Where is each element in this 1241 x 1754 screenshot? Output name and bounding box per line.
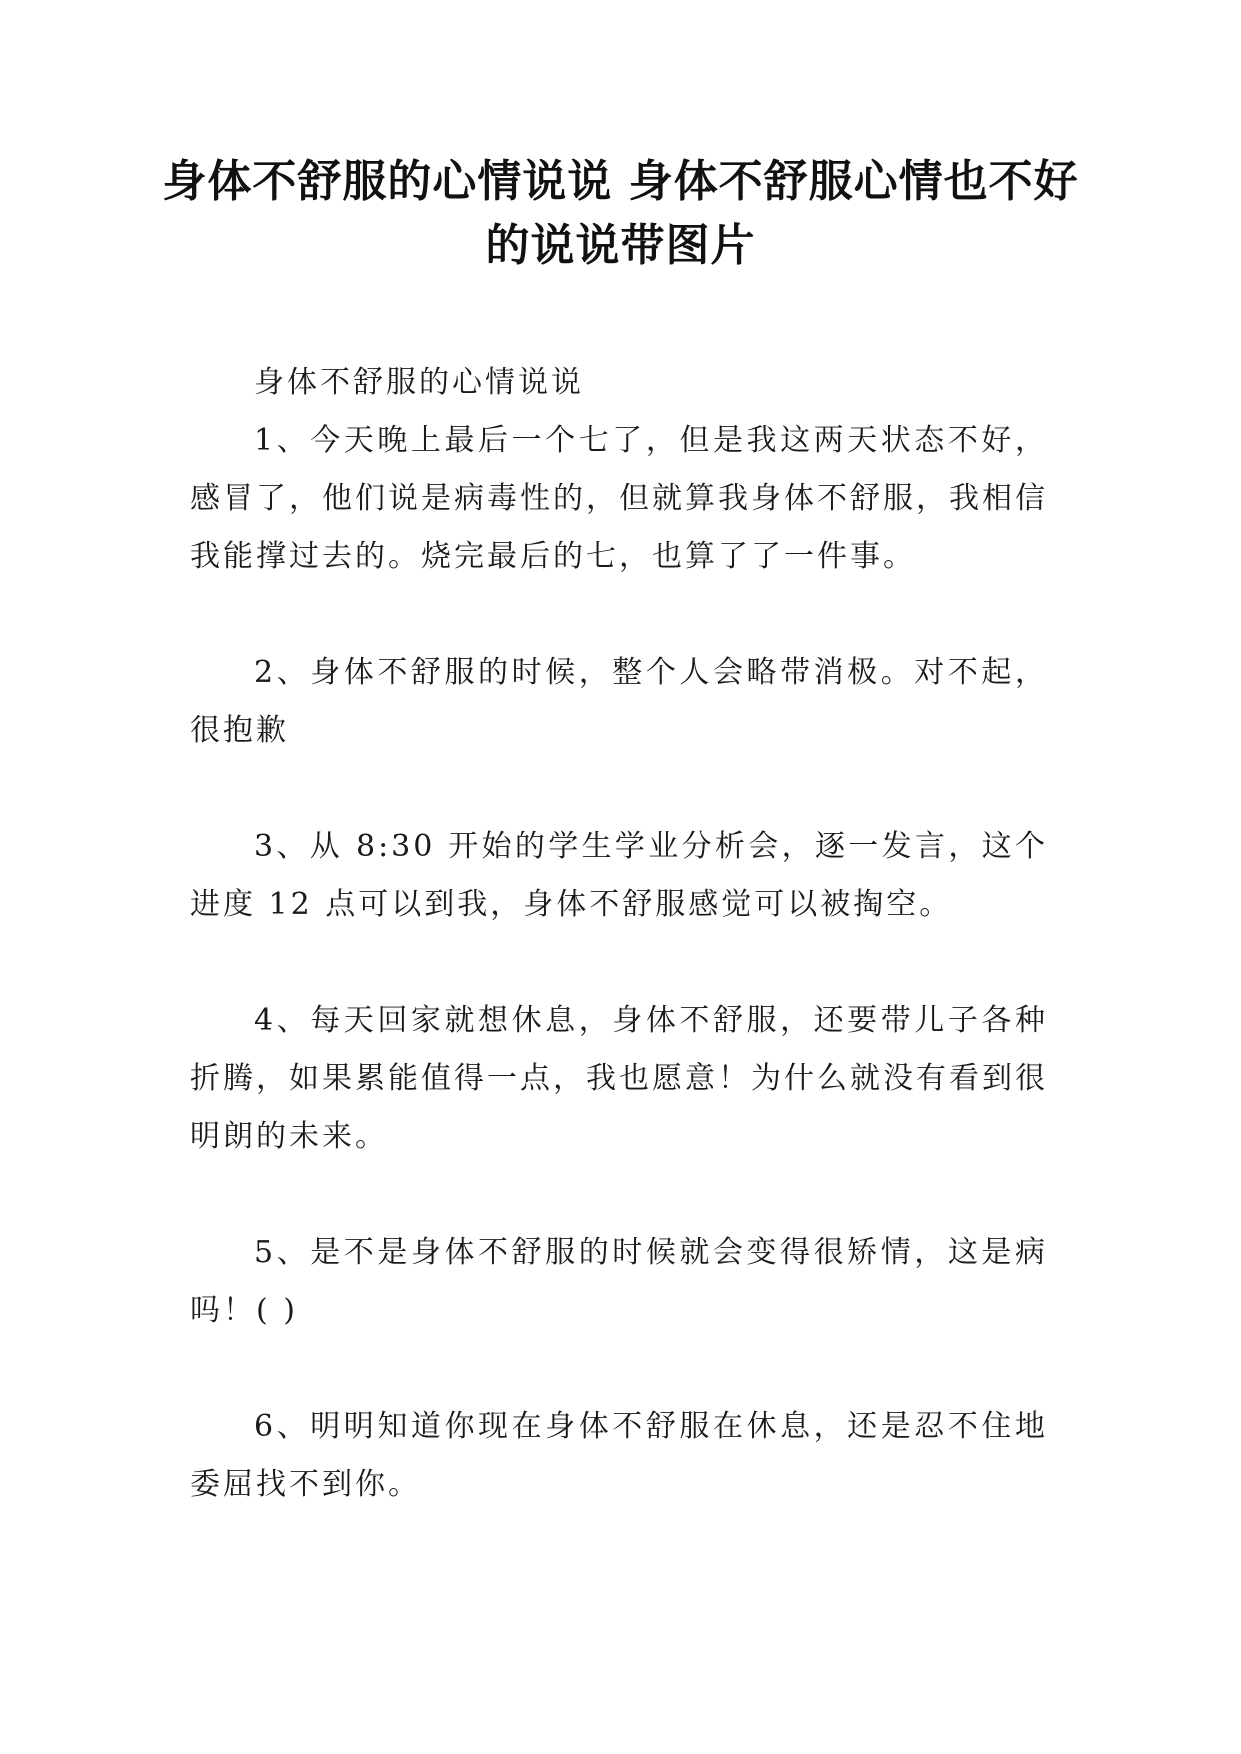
paragraph-3: 3、从 8:30 开始的学生学业分析会，逐一发言，这个进度 12 点可以到我，身体不舒服感觉可以被掏空。: [190, 829, 1048, 922]
paragraph-2: 2、身体不舒服的时候，整个人会略带消极。对不起，很抱歉: [190, 655, 1048, 748]
document-title: 身体不舒服的心情说说 身体不舒服心情也不好的说说带图片: [162, 156, 1079, 271]
paragraph-1: 1、今天晚上最后一个七了，但是我这两天状态不好，感冒了，他们说是病毒性的，但就算我身体不舒服，我相信我能撑过去的。烧完最后的七，也算了了一件事。: [190, 423, 1048, 574]
paragraph-5: 5、是不是身体不舒服的时候就会变得很矫情，这是病吗！( ): [190, 1235, 1048, 1328]
document-body: [190, 354, 1048, 1514]
paragraph-4: 4、每天回家就想休息，身体不舒服，还要带儿子各种折腾，如果累能值得一点，我也愿意！为什么就没有看到很明朗的未来。: [190, 1003, 1048, 1154]
section-heading: 身体不舒服的心情说说: [254, 365, 584, 400]
paragraph-6: 6、明明知道你现在身体不舒服在休息，还是忍不住地委屈找不到你。: [190, 1409, 1048, 1502]
